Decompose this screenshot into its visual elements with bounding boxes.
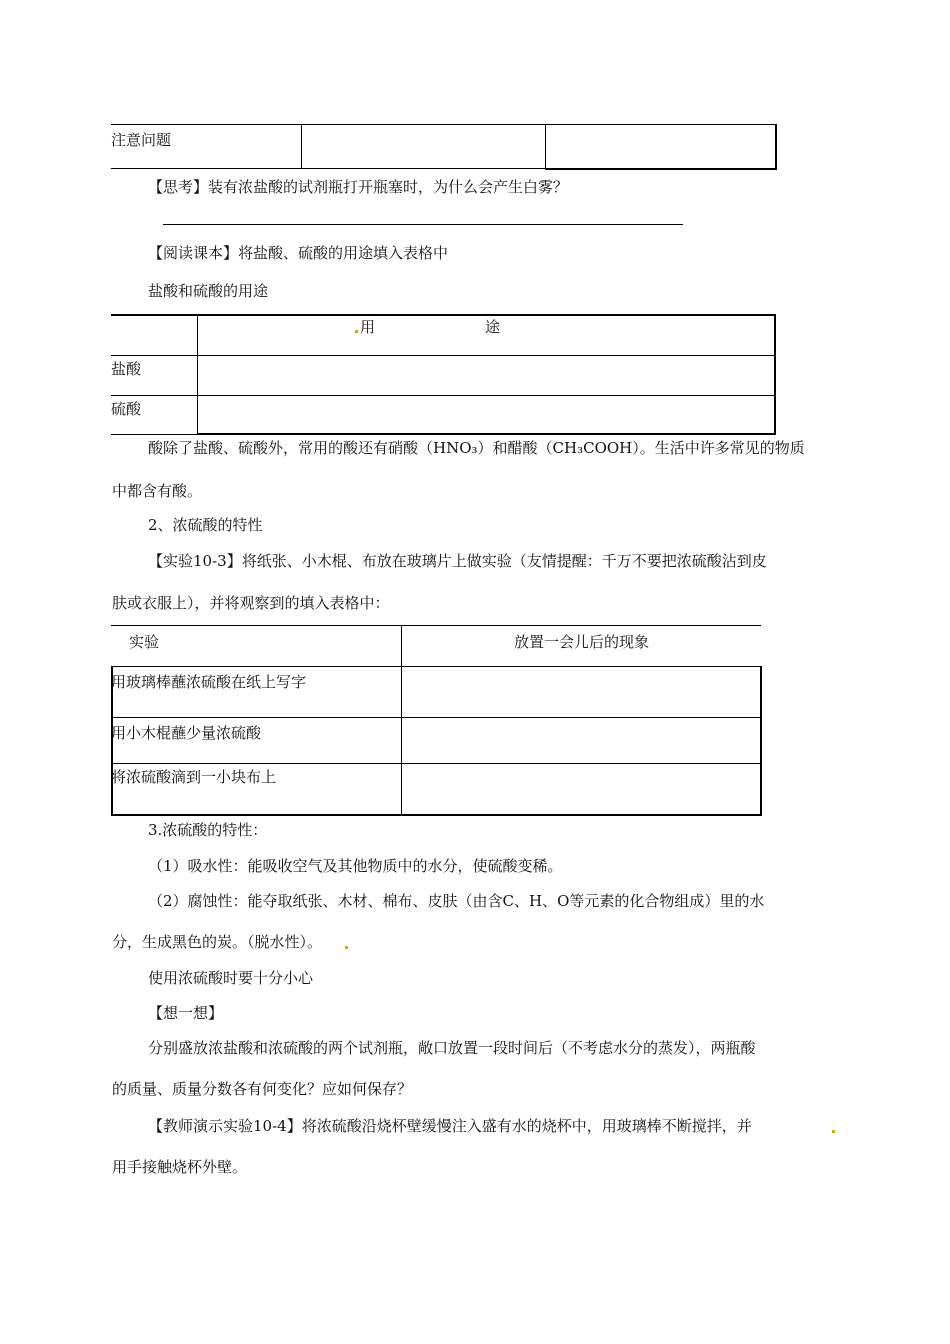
row-label-hydrochloric: 盐酸 bbox=[111, 359, 142, 378]
marker-dot bbox=[832, 1130, 835, 1133]
props-p2-line2: 分，生成黑色的炭。（脱水性）。 bbox=[112, 933, 323, 951]
props-p2-line1: （2）腐蚀性：能夺取纸张、木材、棉布、皮肤（由含C、H、O等元素的化合物组成）里的水 bbox=[148, 892, 765, 910]
demo104-line1: 【教师演示实验10-4】将浓硫酸沿烧杯壁缓慢注入盛有水的烧杯中，用玻璃棒不断搅拌，并 bbox=[148, 1117, 752, 1135]
attention-label: 注意问题 bbox=[111, 131, 172, 149]
attention-table bbox=[111, 124, 777, 170]
think2-title: 【想一想】 bbox=[148, 1004, 224, 1022]
uses-header-b: 途 bbox=[485, 318, 501, 336]
exp-col1-label: 实验 bbox=[129, 633, 160, 651]
section2-title: 2、浓硫酸的特性 bbox=[148, 516, 263, 534]
marker-dot bbox=[345, 946, 348, 949]
exp-table-left-border bbox=[111, 666, 113, 814]
uses-header-a: 用 bbox=[360, 318, 376, 336]
attention-cell-2[interactable] bbox=[546, 125, 777, 169]
uses-cell-hydrochloric[interactable] bbox=[198, 355, 776, 395]
uses-header-empty bbox=[111, 315, 198, 355]
exp-cell-stick[interactable] bbox=[402, 718, 762, 764]
think2-line1: 分别盛放浓盐酸和浓硫酸的两个试剂瓶，敞口放置一段时间后（不考虑水分的蒸发），两瓶酸 bbox=[148, 1039, 756, 1057]
exp-row-label bbox=[111, 764, 402, 815]
uses-cell-sulfuric[interactable] bbox=[198, 395, 776, 434]
exp-header-experiment bbox=[111, 626, 402, 667]
exp103-line2: 肤或衣服上），并将观察到的填入表格中： bbox=[112, 594, 390, 612]
uses-row-label bbox=[111, 355, 198, 395]
attention-label-cell bbox=[111, 125, 302, 169]
row-label-sulfuric: 硫酸 bbox=[111, 399, 142, 418]
uses-table-caption: 盐酸和硫酸的用途 bbox=[148, 282, 269, 300]
para1-line1: 酸除了盐酸、硫酸外，常用的酸还有硝酸（HNO₃）和醋酸（CH₃COOH）。生活中许多常见的物质 bbox=[148, 439, 805, 457]
para1-line2: 中都含有酸。 bbox=[112, 482, 203, 500]
exp-row-label bbox=[111, 667, 402, 718]
uses-row-label bbox=[111, 395, 198, 434]
experiment-table bbox=[111, 625, 762, 816]
props-p1: （1）吸水性：能吸收空气及其他物质中的水分，使硫酸变稀。 bbox=[148, 857, 563, 875]
attention-cell-1[interactable] bbox=[302, 125, 546, 169]
exp103-line1: 【实验10-3】将纸张、小木棍、布放在玻璃片上做实验（友情提醒：千万不要把浓硫酸沾到皮 bbox=[148, 552, 767, 570]
demo104-line2: 用手接触烧杯外壁。 bbox=[112, 1158, 248, 1176]
exp-row-paper: 用玻璃棒蘸浓硫酸在纸上写字 bbox=[111, 673, 307, 691]
think-question: 【思考】装有浓盐酸的试剂瓶打开瓶塞时，为什么会产生白雾？ bbox=[148, 178, 569, 196]
uses-table bbox=[111, 314, 776, 435]
exp-row-cloth: 将浓硫酸滴到一小块布上 bbox=[111, 768, 277, 786]
exp-row-stick: 用小木棍蘸少量浓硫酸 bbox=[111, 724, 262, 742]
exp-col2-label: 放置一会儿后的现象 bbox=[513, 633, 649, 651]
props-title: 3.浓硫酸的特性： bbox=[148, 821, 268, 839]
uses-header bbox=[198, 315, 776, 355]
read-instruction: 【阅读课本】将盐酸、硫酸的用途填入表格中 bbox=[148, 244, 449, 262]
exp-cell-paper[interactable] bbox=[402, 667, 762, 718]
answer-underline[interactable] bbox=[163, 224, 683, 225]
exp-row-label bbox=[111, 718, 402, 764]
marker-dot bbox=[355, 330, 358, 333]
caution-text: 使用浓硫酸时要十分小心 bbox=[148, 969, 314, 987]
exp-cell-cloth[interactable] bbox=[402, 764, 762, 815]
think2-line2: 的质量、质量分数各有何变化？应如何保存？ bbox=[112, 1080, 413, 1098]
exp-header-phenomenon bbox=[402, 626, 762, 667]
